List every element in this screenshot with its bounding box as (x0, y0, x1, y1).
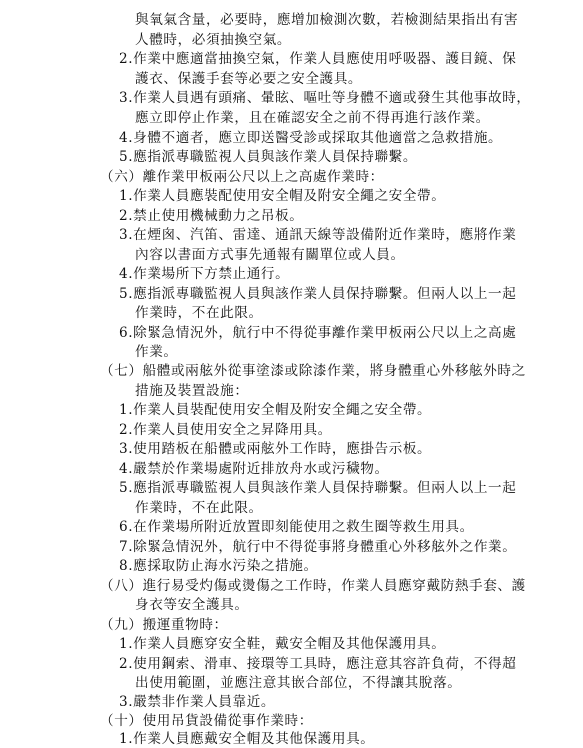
section-heading: （七）船體或兩舷外從事塗漆或除漆作業，將身體重心外移舷外時之 (100, 363, 526, 379)
section-heading: （十）使用吊貨設備從事作業時： (100, 713, 313, 729)
text-line: 8.應採取防止海水污染之措施。 (119, 558, 318, 574)
text-line: 出使用範圍，並應注意其嵌合部位，不得讓其脫落。 (135, 675, 462, 691)
text-line: 2.作業人員使用安全之昇降用具。 (119, 422, 332, 438)
text-line: 措施及裝置設施： (135, 383, 249, 399)
text-line: 身衣等安全護具。 (135, 597, 249, 613)
text-line: 2.作業中應適當抽換空氣，作業人員應使用呼吸器、護目鏡、保 (119, 51, 517, 67)
text-line: 4.身體不適者，應立即送醫受診或採取其他適當之急救措施。 (119, 130, 503, 146)
text-line: 3.使用踏板在船體或兩舷外工作時，應掛告示板。 (119, 441, 432, 457)
text-line: 6.除緊急情況外，航行中不得從事離作業甲板兩公尺以上之高處 (119, 325, 517, 341)
section-heading: （六）離作業甲板兩公尺以上之高處作業時： (100, 169, 384, 185)
text-line: 1.作業人員應穿安全鞋，戴安全帽及其他保護用具。 (119, 636, 446, 652)
section-heading: （九）搬運重物時： (100, 617, 228, 633)
text-line: 2.禁止使用機械動力之吊板。 (119, 208, 304, 224)
text-line: 5.應指派專職監視人員與該作業人員保持聯繫。但兩人以上一起 (119, 286, 517, 302)
text-line: 人體時，必須抽換空氣。 (135, 32, 292, 48)
text-line: 4.嚴禁於作業場處附近排放舟水或污穢物。 (119, 461, 389, 477)
text-line: 1.作業人員裝配使用安全帽及附安全繩之安全帶。 (119, 402, 432, 418)
text-line: 2.使用鋼索、滑車、接環等工具時，應注意其容許負荷，不得超 (119, 656, 517, 672)
text-line: 作業。 (135, 344, 178, 360)
text-line: 應立即停止作業，且在確認安全之前不得再進行該作業。 (135, 110, 490, 126)
text-line: 作業時，不在此限。 (135, 305, 263, 321)
text-line: 7.除緊急情況外，航行中不得從事將身體重心外移舷外之作業。 (119, 539, 517, 555)
text-line: 5.應指派專職監視人員與該作業人員保持聯繫。但兩人以上一起 (119, 480, 517, 496)
text-line: 6.在作業場所附近放置即刻能使用之救生圈等救生用具。 (119, 519, 474, 535)
text-line: 1.作業人員應裝配使用安全帽及附安全繩之安全帶。 (119, 188, 446, 204)
text-line: 作業時，不在此限。 (135, 500, 263, 516)
text-line: 3.嚴禁非作業人員靠近。 (119, 694, 276, 710)
text-line: 5.應指派專職監視人員與該作業人員保持聯繫。 (119, 149, 418, 165)
text-line: 內容以書面方式事先通報有關單位或人員。 (135, 247, 405, 263)
text-line: 護衣、保護手套等必要之安全護具。 (135, 71, 363, 87)
text-line: 4.作業場所下方禁止通行。 (119, 266, 290, 282)
text-line: 1.作業人員應戴安全帽及其他保護用具。 (119, 731, 375, 747)
text-line: 3.作業人員遇有頭痛、暈眩、嘔吐等身體不適或發生其他事故時， (119, 90, 531, 106)
text-line: 3.在煙囪、汽笛、雷達、通訊天線等設備附近作業時，應將作業 (119, 227, 517, 243)
section-heading: （八）進行易受灼傷或燙傷之工作時，作業人員應穿戴防熱手套、護 (100, 578, 526, 594)
text-line: 與氧氣含量，必要時，應增加檢測次數，若檢測結果指出有害 (135, 12, 519, 28)
